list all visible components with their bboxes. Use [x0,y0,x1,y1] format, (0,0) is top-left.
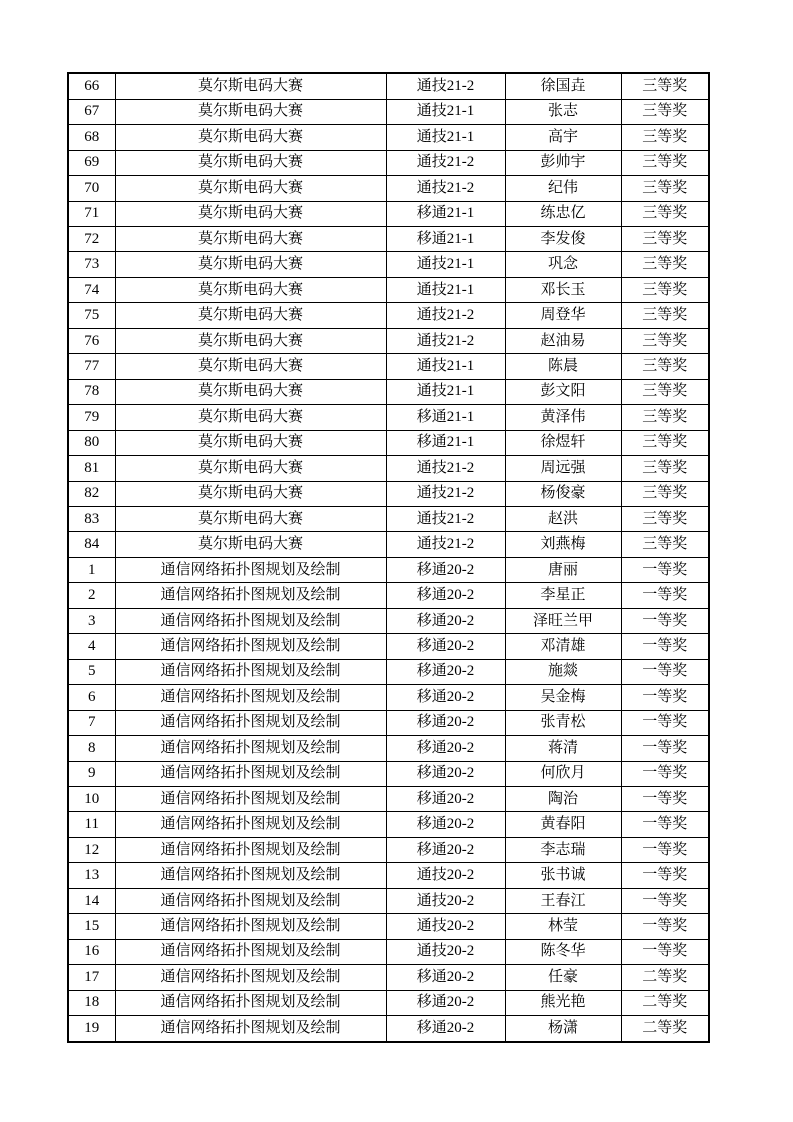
award-results-table [67,72,710,1043]
cell-student-name: 周远强 [505,456,621,481]
cell-row-number: 18 [68,990,115,1015]
cell-award: 三等奖 [621,201,709,226]
cell-competition-name: 莫尔斯电码大赛 [115,227,386,252]
cell-award: 一等奖 [621,761,709,786]
cell-competition-name: 通信网络拓扑图规划及绘制 [115,965,386,990]
cell-class: 通技21-2 [386,176,505,201]
cell-award: 三等奖 [621,354,709,379]
cell-student-name: 杨潇 [505,1016,621,1042]
cell-award: 二等奖 [621,965,709,990]
cell-class: 移通21-1 [386,201,505,226]
cell-student-name: 李志瑞 [505,837,621,862]
cell-class: 通技21-2 [386,150,505,175]
cell-award: 三等奖 [621,252,709,277]
cell-row-number: 19 [68,1016,115,1042]
cell-row-number: 3 [68,608,115,633]
table-row [68,990,709,1015]
cell-row-number: 70 [68,176,115,201]
table-row [68,888,709,913]
cell-class: 通技21-2 [386,507,505,532]
cell-row-number: 71 [68,201,115,226]
cell-competition-name: 通信网络拓扑图规划及绘制 [115,659,386,684]
cell-award: 三等奖 [621,99,709,124]
table-row [68,481,709,506]
table-row [68,736,709,761]
cell-award: 一等奖 [621,659,709,684]
cell-student-name: 泽旺兰甲 [505,608,621,633]
cell-award: 一等奖 [621,557,709,582]
cell-class: 通技21-1 [386,125,505,150]
cell-competition-name: 通信网络拓扑图规划及绘制 [115,939,386,964]
cell-class: 移通20-2 [386,965,505,990]
cell-competition-name: 通信网络拓扑图规划及绘制 [115,1016,386,1042]
cell-competition-name: 莫尔斯电码大赛 [115,125,386,150]
cell-row-number: 76 [68,328,115,353]
table-row [68,583,709,608]
cell-student-name: 高宇 [505,125,621,150]
cell-class: 移通20-2 [386,761,505,786]
table-row [68,812,709,837]
cell-competition-name: 莫尔斯电码大赛 [115,201,386,226]
cell-award: 一等奖 [621,837,709,862]
cell-class: 移通20-2 [386,557,505,582]
cell-competition-name: 通信网络拓扑图规划及绘制 [115,583,386,608]
cell-student-name: 王春江 [505,888,621,913]
cell-row-number: 74 [68,277,115,302]
table-row [68,303,709,328]
table-row [68,73,709,99]
cell-student-name: 邓长玉 [505,277,621,302]
cell-award: 三等奖 [621,379,709,404]
cell-award: 一等奖 [621,863,709,888]
cell-competition-name: 莫尔斯电码大赛 [115,405,386,430]
table-row [68,354,709,379]
cell-class: 移通20-2 [386,812,505,837]
cell-student-name: 陶治 [505,786,621,811]
cell-student-name: 张志 [505,99,621,124]
cell-award: 一等奖 [621,583,709,608]
table-row [68,557,709,582]
cell-competition-name: 莫尔斯电码大赛 [115,507,386,532]
cell-student-name: 杨俊豪 [505,481,621,506]
cell-class: 移通20-2 [386,659,505,684]
cell-competition-name: 莫尔斯电码大赛 [115,73,386,99]
cell-competition-name: 通信网络拓扑图规划及绘制 [115,736,386,761]
cell-row-number: 15 [68,914,115,939]
cell-award: 三等奖 [621,532,709,557]
cell-award: 二等奖 [621,1016,709,1042]
cell-class: 移通21-1 [386,227,505,252]
cell-class: 通技21-1 [386,99,505,124]
cell-row-number: 69 [68,150,115,175]
cell-award: 一等奖 [621,685,709,710]
table-row [68,532,709,557]
cell-class: 移通21-1 [386,430,505,455]
table-row [68,227,709,252]
cell-student-name: 邓清雄 [505,634,621,659]
cell-award: 一等奖 [621,786,709,811]
cell-class: 移通20-2 [386,736,505,761]
cell-competition-name: 莫尔斯电码大赛 [115,328,386,353]
cell-award: 二等奖 [621,990,709,1015]
cell-competition-name: 通信网络拓扑图规划及绘制 [115,863,386,888]
cell-award: 三等奖 [621,227,709,252]
cell-student-name: 黄春阳 [505,812,621,837]
cell-award: 一等奖 [621,888,709,913]
cell-class: 通技20-2 [386,863,505,888]
cell-class: 移通20-2 [386,685,505,710]
cell-student-name: 蒋清 [505,736,621,761]
cell-row-number: 17 [68,965,115,990]
cell-class: 移通20-2 [386,583,505,608]
cell-row-number: 6 [68,685,115,710]
cell-competition-name: 莫尔斯电码大赛 [115,252,386,277]
cell-competition-name: 莫尔斯电码大赛 [115,176,386,201]
table-row [68,277,709,302]
cell-student-name: 黄泽伟 [505,405,621,430]
cell-row-number: 66 [68,73,115,99]
table-row [68,328,709,353]
table-row [68,1016,709,1042]
cell-row-number: 8 [68,736,115,761]
cell-award: 三等奖 [621,277,709,302]
table-row [68,252,709,277]
table-row [68,379,709,404]
cell-class: 移通20-2 [386,1016,505,1042]
cell-student-name: 彭文阳 [505,379,621,404]
cell-class: 通技20-2 [386,888,505,913]
table-row [68,634,709,659]
cell-award: 三等奖 [621,125,709,150]
cell-class: 通技21-2 [386,328,505,353]
cell-class: 通技20-2 [386,914,505,939]
cell-row-number: 7 [68,710,115,735]
cell-class: 通技21-1 [386,277,505,302]
cell-student-name: 徐煜轩 [505,430,621,455]
cell-student-name: 徐国垚 [505,73,621,99]
cell-row-number: 4 [68,634,115,659]
cell-award: 三等奖 [621,303,709,328]
cell-student-name: 张书诚 [505,863,621,888]
cell-award: 三等奖 [621,73,709,99]
cell-class: 移通20-2 [386,710,505,735]
cell-competition-name: 莫尔斯电码大赛 [115,354,386,379]
cell-competition-name: 莫尔斯电码大赛 [115,303,386,328]
cell-award: 一等奖 [621,939,709,964]
cell-row-number: 12 [68,837,115,862]
cell-row-number: 2 [68,583,115,608]
cell-student-name: 李星正 [505,583,621,608]
cell-award: 三等奖 [621,507,709,532]
cell-competition-name: 莫尔斯电码大赛 [115,150,386,175]
cell-award: 三等奖 [621,405,709,430]
cell-award: 三等奖 [621,481,709,506]
cell-row-number: 80 [68,430,115,455]
table-row [68,150,709,175]
cell-row-number: 72 [68,227,115,252]
cell-student-name: 唐丽 [505,557,621,582]
cell-competition-name: 通信网络拓扑图规划及绘制 [115,761,386,786]
cell-award: 一等奖 [621,608,709,633]
cell-student-name: 赵油易 [505,328,621,353]
table-row [68,837,709,862]
cell-competition-name: 通信网络拓扑图规划及绘制 [115,837,386,862]
cell-award: 一等奖 [621,812,709,837]
table-row [68,507,709,532]
cell-row-number: 82 [68,481,115,506]
table-row [68,608,709,633]
cell-class: 移通20-2 [386,990,505,1015]
cell-student-name: 施燚 [505,659,621,684]
cell-student-name: 任豪 [505,965,621,990]
cell-student-name: 陈晨 [505,354,621,379]
table-row [68,863,709,888]
cell-row-number: 5 [68,659,115,684]
table-row [68,659,709,684]
table-row [68,456,709,481]
cell-row-number: 79 [68,405,115,430]
cell-award: 一等奖 [621,710,709,735]
cell-row-number: 77 [68,354,115,379]
table-row [68,201,709,226]
cell-award: 一等奖 [621,914,709,939]
cell-class: 通技21-2 [386,73,505,99]
cell-competition-name: 通信网络拓扑图规划及绘制 [115,812,386,837]
cell-competition-name: 莫尔斯电码大赛 [115,379,386,404]
cell-row-number: 83 [68,507,115,532]
cell-student-name: 练忠亿 [505,201,621,226]
cell-row-number: 84 [68,532,115,557]
cell-class: 通技21-2 [386,303,505,328]
cell-student-name: 纪伟 [505,176,621,201]
cell-award: 一等奖 [621,634,709,659]
cell-competition-name: 莫尔斯电码大赛 [115,277,386,302]
cell-competition-name: 通信网络拓扑图规划及绘制 [115,888,386,913]
table-row [68,710,709,735]
cell-competition-name: 莫尔斯电码大赛 [115,430,386,455]
cell-competition-name: 通信网络拓扑图规划及绘制 [115,685,386,710]
cell-row-number: 9 [68,761,115,786]
cell-row-number: 14 [68,888,115,913]
cell-row-number: 75 [68,303,115,328]
table-row [68,914,709,939]
cell-class: 通技21-2 [386,456,505,481]
cell-award: 三等奖 [621,150,709,175]
cell-row-number: 1 [68,557,115,582]
cell-student-name: 吴金梅 [505,685,621,710]
table-row [68,761,709,786]
cell-row-number: 67 [68,99,115,124]
cell-class: 移通20-2 [386,608,505,633]
cell-class: 通技21-1 [386,379,505,404]
table-row [68,176,709,201]
table-row [68,99,709,124]
cell-class: 通技21-2 [386,532,505,557]
cell-row-number: 11 [68,812,115,837]
cell-student-name: 陈冬华 [505,939,621,964]
cell-award: 三等奖 [621,328,709,353]
cell-row-number: 78 [68,379,115,404]
cell-award: 三等奖 [621,430,709,455]
cell-competition-name: 莫尔斯电码大赛 [115,532,386,557]
cell-class: 移通20-2 [386,634,505,659]
table-row [68,125,709,150]
cell-student-name: 赵洪 [505,507,621,532]
cell-student-name: 熊光艳 [505,990,621,1015]
cell-competition-name: 莫尔斯电码大赛 [115,99,386,124]
cell-class: 移通20-2 [386,837,505,862]
cell-competition-name: 莫尔斯电码大赛 [115,481,386,506]
cell-competition-name: 莫尔斯电码大赛 [115,456,386,481]
cell-row-number: 73 [68,252,115,277]
cell-competition-name: 通信网络拓扑图规划及绘制 [115,608,386,633]
table-row [68,430,709,455]
cell-competition-name: 通信网络拓扑图规划及绘制 [115,557,386,582]
cell-student-name: 何欣月 [505,761,621,786]
cell-student-name: 李发俊 [505,227,621,252]
cell-class: 通技21-1 [386,252,505,277]
table-row [68,939,709,964]
cell-row-number: 10 [68,786,115,811]
cell-row-number: 13 [68,863,115,888]
cell-student-name: 张青松 [505,710,621,735]
cell-row-number: 16 [68,939,115,964]
cell-student-name: 林莹 [505,914,621,939]
cell-competition-name: 通信网络拓扑图规划及绘制 [115,710,386,735]
cell-student-name: 周登华 [505,303,621,328]
cell-row-number: 81 [68,456,115,481]
cell-class: 移通21-1 [386,405,505,430]
cell-award: 三等奖 [621,456,709,481]
cell-student-name: 刘燕梅 [505,532,621,557]
cell-class: 移通20-2 [386,786,505,811]
cell-class: 通技21-1 [386,354,505,379]
cell-competition-name: 通信网络拓扑图规划及绘制 [115,634,386,659]
cell-student-name: 彭帅宇 [505,150,621,175]
cell-award: 一等奖 [621,736,709,761]
cell-competition-name: 通信网络拓扑图规划及绘制 [115,990,386,1015]
cell-student-name: 巩念 [505,252,621,277]
results-table-body [68,73,709,1042]
cell-competition-name: 通信网络拓扑图规划及绘制 [115,786,386,811]
cell-class: 通技20-2 [386,939,505,964]
cell-award: 三等奖 [621,176,709,201]
table-row [68,786,709,811]
table-row [68,405,709,430]
cell-class: 通技21-2 [386,481,505,506]
cell-competition-name: 通信网络拓扑图规划及绘制 [115,914,386,939]
cell-row-number: 68 [68,125,115,150]
table-row [68,965,709,990]
table-row [68,685,709,710]
